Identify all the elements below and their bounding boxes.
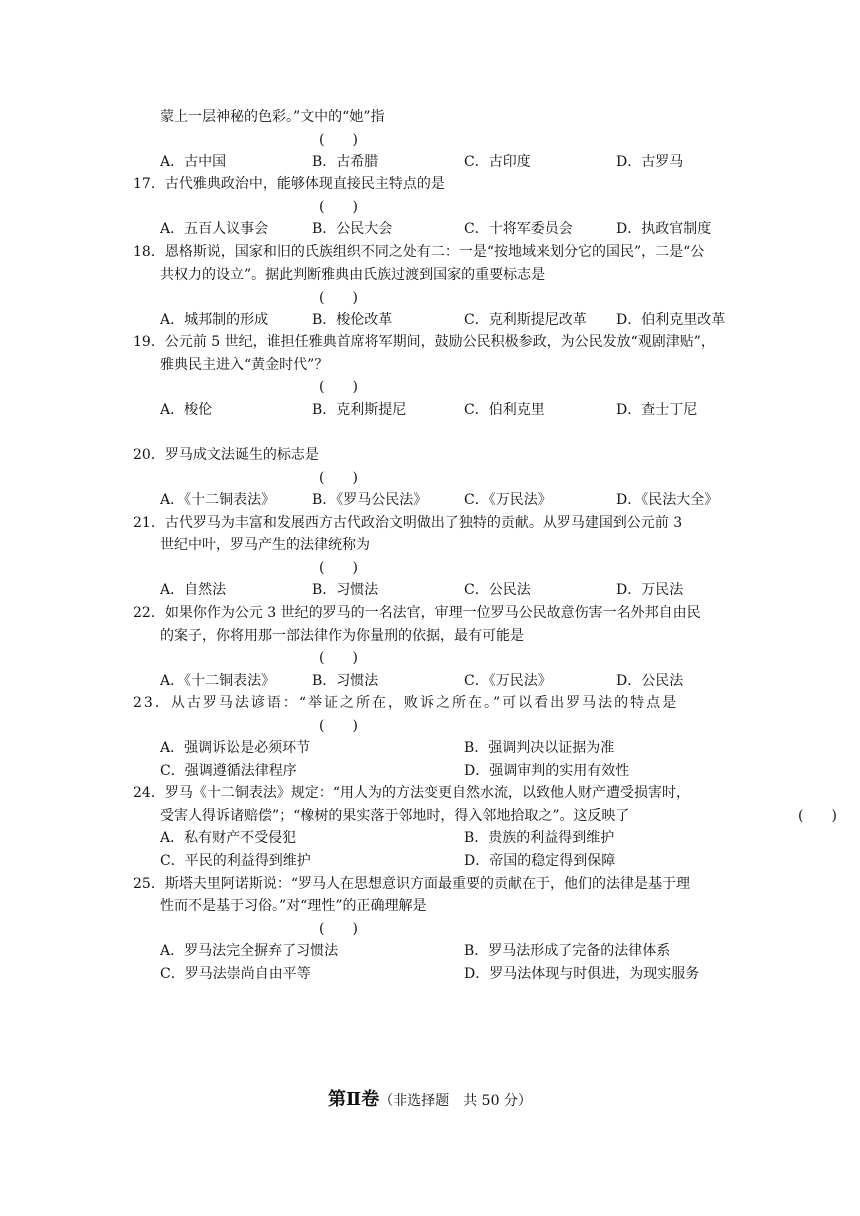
q23-option-c: C．强调遵循法律程序: [160, 763, 297, 779]
q16-option-d: D．古罗马: [616, 154, 684, 170]
section-2-subtitle: （非选择题 共 50 分）: [379, 1093, 532, 1109]
q19-option-d: D．查士丁尼: [616, 402, 698, 418]
q25-option-a: A．罗马法完全摒弃了习惯法: [160, 943, 339, 959]
q21-option-c: C．公民法: [464, 582, 531, 598]
q25-option-b: B．罗马法形成了完备的法律体系: [464, 943, 671, 959]
q25-answer-paren: ( ): [319, 921, 358, 937]
q18-answer-paren: ( ): [319, 290, 358, 306]
q19-option-b: B．克利斯提尼: [312, 402, 407, 418]
q23-option-a: A．强调诉讼是必须环节: [160, 740, 311, 756]
q18-option-c: C．克利斯提尼改革: [464, 312, 587, 328]
q21-option-b: B．习惯法: [312, 582, 379, 598]
q25-stem-line-2: 性而不是基于习俗。”对“理性”的正确理解是: [160, 898, 427, 914]
q22-option-d: D．公民法: [616, 673, 684, 689]
q22-stem-line-2: 的案子，你将用那一部法律作为你量刑的依据，最有可能是: [160, 628, 524, 644]
q22-answer-paren: ( ): [319, 650, 358, 666]
q18-stem-line-1: 18．恩格斯说，国家和旧的氏族组织不同之处有二：一是“按地域来划分它的国民”，二是“公: [133, 244, 705, 260]
q20-option-c: C．《万民法》: [464, 492, 552, 508]
q24-answer-paren: ( ): [798, 808, 837, 824]
q25-option-d: D．罗马法体现与时俱进，为现实服务: [464, 966, 700, 982]
q24-stem-line-1: 24．罗马《十二铜表法》规定：“用人为的方法变更自然水流，以致他人财产遭受损害时，: [133, 785, 690, 801]
q17-stem: 17．古代雅典政治中，能够体现直接民主特点的是: [133, 176, 445, 192]
q18-option-a: A．城邦制的形成: [160, 312, 269, 328]
q20-option-d: D．《民法大全》: [616, 492, 719, 508]
q19-option-a: A．梭伦: [160, 402, 213, 418]
q24-stem-line-2: 受害人得诉诸赔偿”；“橡树的果实落于邻地时，得入邻地拾取之”。这反映了: [160, 808, 630, 824]
q23-stem: 23．从古罗马法谚语：“举证之所在，败诉之所在。”可以看出罗马法的特点是: [133, 695, 679, 711]
q25-option-c: C．罗马法崇尚自由平等: [160, 966, 311, 982]
q20-option-a: A．《十二铜表法》: [160, 492, 276, 508]
q24-option-a: A．私有财产不受侵犯: [160, 830, 297, 846]
q25-stem-line-1: 25．斯塔夫里阿诺斯说：“罗马人在思想意识方面最重要的贡献在于，他们的法律是基于理: [133, 876, 690, 892]
q20-option-b: B．《罗马公民法》: [312, 492, 428, 508]
q16-option-c: C．古印度: [464, 154, 531, 170]
q19-option-c: C．伯利克里: [464, 402, 545, 418]
q24-option-c: C．平民的利益得到维护: [160, 853, 311, 869]
q19-stem-line-2: 雅典民主进入“黄金时代”？: [160, 357, 329, 373]
q16-option-a: A．古中国: [160, 154, 227, 170]
q17-answer-paren: ( ): [319, 199, 358, 215]
q22-option-b: B．习惯法: [312, 673, 379, 689]
q23-answer-paren: ( ): [319, 718, 358, 734]
q21-option-a: A．自然法: [160, 582, 227, 598]
q17-option-b: B．公民大会: [312, 221, 393, 237]
q21-stem-line-2: 世纪中叶，罗马产生的法律统称为: [160, 537, 370, 553]
q22-option-c: C．《万民法》: [464, 673, 552, 689]
q23-option-d: D．强调审判的实用有效性: [464, 763, 630, 779]
q17-option-a: A．五百人议事会: [160, 221, 269, 237]
q20-stem: 20．罗马成文法诞生的标志是: [133, 447, 319, 463]
q17-option-d: D．执政官制度: [616, 221, 712, 237]
q20-answer-paren: ( ): [319, 470, 358, 486]
q21-stem-line-1: 21．古代罗马为丰富和发展西方古代政治文明做出了独特的贡献。从罗马建国到公元前 3: [133, 515, 683, 531]
q22-option-a: A．《十二铜表法》: [160, 673, 276, 689]
q18-option-d: D．伯利克里改革: [616, 312, 726, 328]
q18-option-b: B．梭伦改革: [312, 312, 393, 328]
q19-answer-paren: ( ): [319, 379, 358, 395]
q23-option-b: B．强调判决以证据为准: [464, 740, 615, 756]
q22-stem-line-1: 22．如果你作为公元 3 世纪的罗马的一名法官，审理一位罗马公民故意伤害一名外邦自由民: [133, 605, 701, 621]
q16-answer-paren: ( ): [319, 132, 358, 148]
section-2-heading: [0, 1085, 860, 1111]
q19-stem-line-1: 19．公元前 5 世纪，谁担任雅典首席将军期间，鼓励公民积极参政，为公民发放“观剧津贴”，: [133, 334, 715, 350]
q24-option-b: B．贵族的利益得到维护: [464, 830, 615, 846]
q21-answer-paren: ( ): [319, 560, 358, 576]
q18-stem-line-2: 共权力的设立”。据此判断雅典由氏族过渡到国家的重要标志是: [160, 267, 546, 283]
q21-option-d: D．万民法: [616, 582, 684, 598]
q16-option-b: B．古希腊: [312, 154, 379, 170]
q24-option-d: D．帝国的稳定得到保障: [464, 853, 616, 869]
q17-option-c: C．十将军委员会: [464, 221, 573, 237]
section-2-title: 第Ⅱ卷: [328, 1089, 380, 1110]
q16-stem-continuation: 蒙上一层神秘的色彩。”文中的“她”指: [160, 109, 385, 125]
